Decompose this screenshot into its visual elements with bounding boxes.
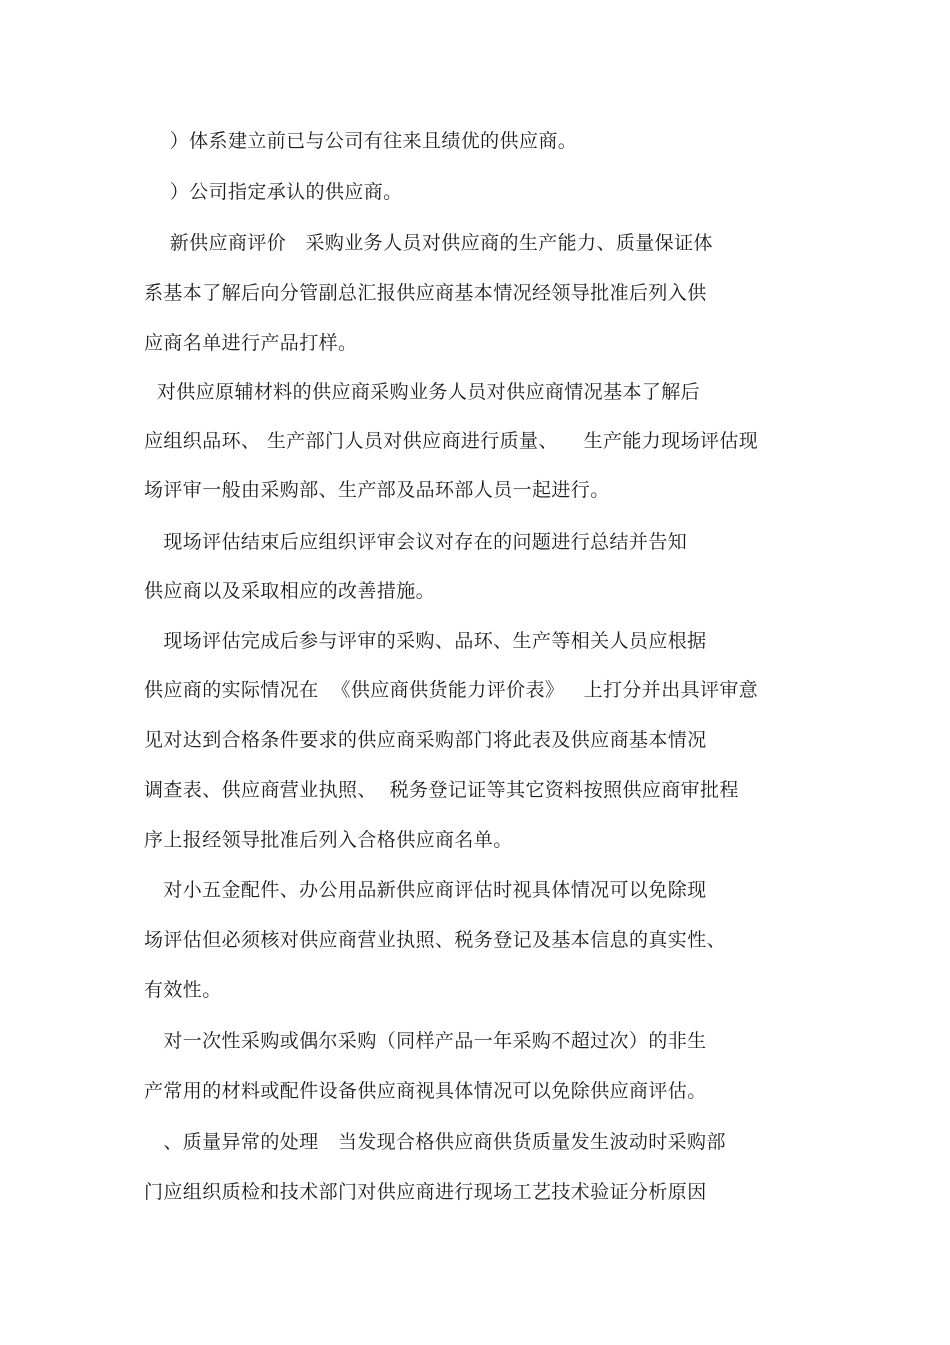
text-line: 对一次性采购或偶尔采购（同样产品一年采购不超过次）的非生 [144,1030,707,1052]
text-line: 对供应原辅材料的供应商采购业务人员对供应商情况基本了解后 [144,381,701,403]
text-line: 应商名单进行产品打样。 [144,332,358,354]
text-line: 现场评估完成后参与评审的采购、品环、生产等相关人员应根据 [144,630,707,652]
text-line: ）公司指定承认的供应商。 [144,181,403,203]
text-line: 供应商的实际情况在 《供应商供货能力评价表》 上打分并出具评审意 [144,679,759,701]
text-line: 场评估但必须核对供应商营业执照、税务登记及基本信息的真实性、 [144,929,727,951]
text-line: 序上报经领导批准后列入合格供应商名单。 [144,829,513,851]
text-line: 现场评估结束后应组织评审会议对存在的问题进行总结并告知 [144,531,688,553]
text-line: 应组织品环、 生产部门人员对供应商进行质量、 生产能力现场评估现 [144,430,759,452]
text-line: 新供应商评价 采购业务人员对供应商的生产能力、质量保证体 [144,232,713,254]
text-line: 调查表、供应商营业执照、 税务登记证等其它资料按照供应商审批程 [144,779,739,801]
text-line: 供应商以及采取相应的改善措施。 [144,580,436,602]
text-line: 、质量异常的处理 当发现合格供应商供货质量发生波动时采购部 [144,1131,726,1153]
text-line: 有效性。 [144,979,222,1001]
text-line: 门应组织质检和技术部门对供应商进行现场工艺技术验证分析原因 [144,1181,707,1203]
text-line: 系基本了解后向分管副总汇报供应商基本情况经领导批准后列入供 [144,282,707,304]
text-line: ）体系建立前已与公司有往来且绩优的供应商。 [144,130,578,152]
text-line: 产常用的材料或配件设备供应商视具体情况可以免除供应商评估。 [144,1080,707,1102]
text-line: 场评审一般由采购部、生产部及品环部人员一起进行。 [144,479,610,501]
text-line: 对小五金配件、办公用品新供应商评估时视具体情况可以免除现 [144,879,707,901]
text-line: 见对达到合格条件要求的供应商采购部门将此表及供应商基本情况 [144,729,707,751]
